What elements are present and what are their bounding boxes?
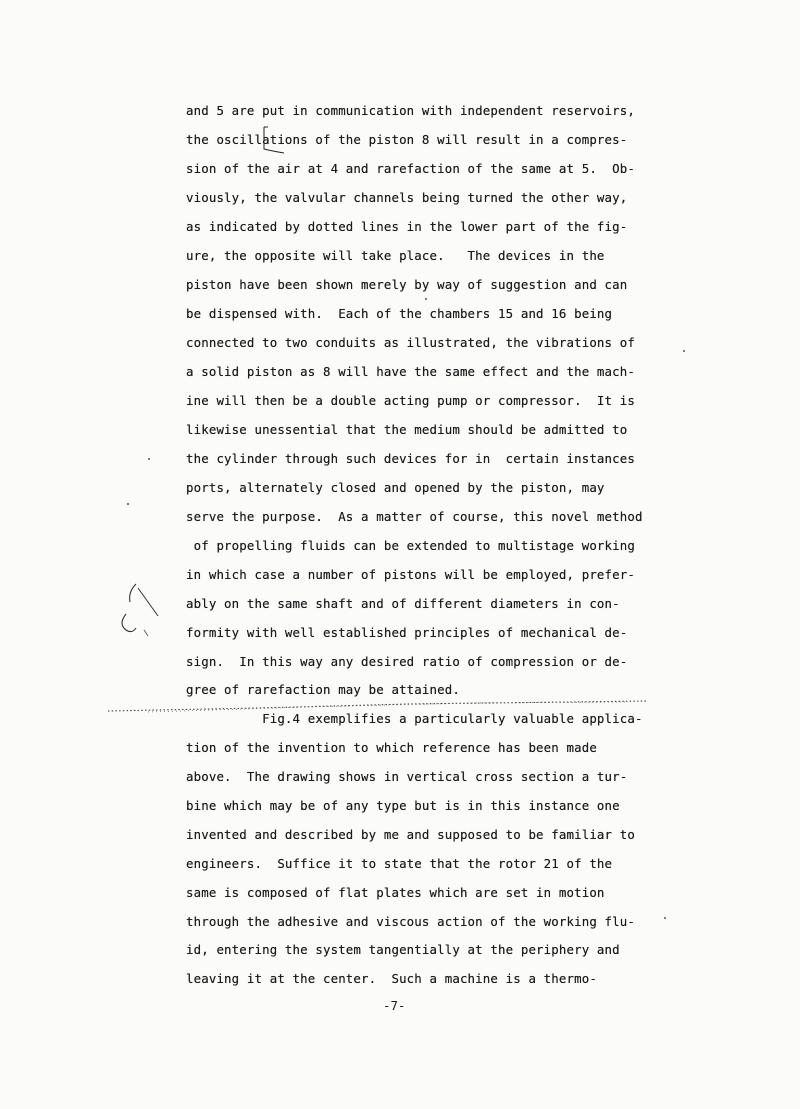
- scan-speck: [664, 917, 666, 919]
- text-line: in which case a number of pistons will be employed, prefer-: [186, 567, 635, 582]
- text-line: viously, the valvular channels being turned the other way,: [186, 190, 628, 205]
- scan-speck: [127, 503, 129, 505]
- text-line: be dispensed with. Each of the chambers 15 and 16 being: [186, 306, 613, 321]
- text-line: Fig.4 exemplifies a particularly valuable applica-: [186, 711, 643, 726]
- text-line: as indicated by dotted lines in the lower part of the fig-: [186, 219, 628, 234]
- text-line: a solid piston as 8 will have the same effect and the mach-: [186, 364, 635, 379]
- text-line: and 5 are put in communication with independent reservoirs,: [186, 103, 635, 118]
- text-line: engineers. Suffice it to state that the rotor 21 of the: [186, 856, 613, 871]
- text-line: sign. In this way any desired ratio of compression or de-: [186, 654, 628, 669]
- text-line: connected to two conduits as illustrated, the vibrations of: [186, 335, 635, 350]
- text-line: sion of the air at 4 and rarefaction of the same at 5. Ob-: [186, 161, 635, 176]
- insertion-bracket-mark: [258, 125, 288, 157]
- text-line: leaving it at the center. Such a machine is a thermo-: [186, 971, 597, 986]
- text-line: serve the purpose. As a matter of course, this novel method: [186, 509, 643, 524]
- page-number: -7-: [383, 998, 406, 1013]
- text-line: ine will then be a double acting pump or compressor. It is: [186, 393, 635, 408]
- text-line: ports, alternately closed and opened by the piston, may: [186, 480, 605, 495]
- text-line: through the adhesive and viscous action of the working flu-: [186, 914, 635, 929]
- text-line: likewise unessential that the medium should be admitted to: [186, 422, 628, 437]
- text-line: ably on the same shaft and of different diameters in con-: [186, 596, 620, 611]
- text-line: ure, the opposite will take place. The devices in the: [186, 248, 605, 263]
- text-line: invented and described by me and supposed to be familiar to: [186, 827, 635, 842]
- text-line: above. The drawing shows in vertical cross section a tur-: [186, 769, 628, 784]
- text-line: the cylinder through such devices for in certain instances: [186, 451, 635, 466]
- text-line: gree of rarefaction may be attained.: [186, 682, 460, 697]
- text-line: bine which may be of any type but is in this instance one: [186, 798, 620, 813]
- text-line: id, entering the system tangentially at the periphery and: [186, 942, 620, 957]
- scan-speck: [425, 298, 427, 300]
- margin-pencil-mark: [114, 580, 164, 644]
- scan-speck: [148, 458, 150, 460]
- text-line: of propelling fluids can be extended to multistage working: [186, 538, 635, 553]
- scan-speck: [683, 350, 685, 352]
- text-line: the oscillations of the piston 8 will result in a compres-: [186, 132, 628, 147]
- text-line: formity with well established principles of mechanical de-: [186, 625, 628, 640]
- text-line: tion of the invention to which reference has been made: [186, 740, 597, 755]
- text-line: piston have been shown merely by way of suggestion and can: [186, 277, 628, 292]
- text-line: same is composed of flat plates which are set in motion: [186, 885, 605, 900]
- dotted-scan-rule: [108, 700, 648, 714]
